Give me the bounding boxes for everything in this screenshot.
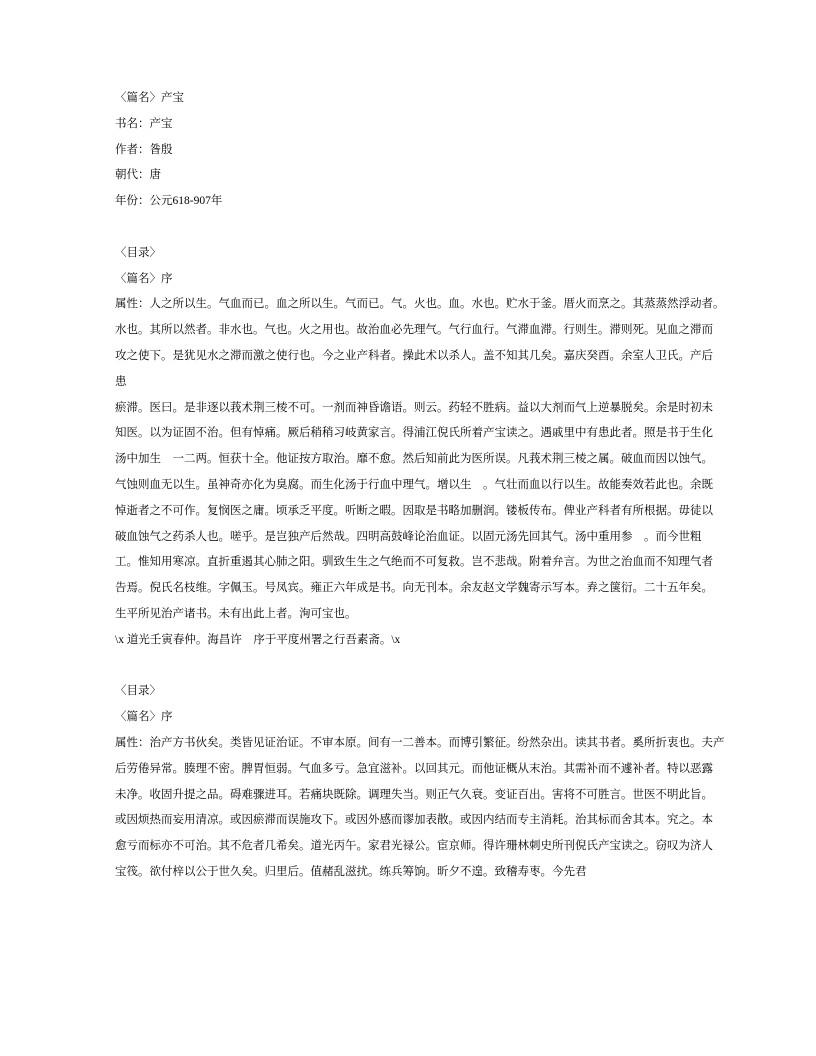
text-line: 〈篇名〉序 (115, 711, 173, 724)
text-line: 〈篇名〉序 (115, 272, 173, 285)
blank-line (115, 215, 780, 241)
text-line: 气蚀则血无以生。虽神奇亦化为臭腐。而生化汤于行血中理气。增以生 。气壮而血以行以生。故能奏效若此也。余既 (115, 478, 713, 491)
text-line: 破血蚀气之药杀人也。嗟乎。是岂独产后然哉。四明高鼓峰论治血证。以固元汤先回其气。汤中重用参 。而今世粗 (115, 530, 702, 543)
text-line: 作者：昝殷 (115, 143, 173, 156)
text-line: 水也。其所以然者。非水也。气也。火之用也。故治血必先理气。气行血行。气滞血滞。行则生。滞则死。见血之滞而 (115, 324, 713, 337)
text-line: 〈目录〉 (115, 246, 161, 259)
text-line: 未净。收固升提之品。碍难骤进耳。若痛块既除。调理失当。则正气久衰。变证百出。害将不可胜言。世医不明此旨。 (115, 788, 713, 801)
text-line: 宝筏。欲付梓以公于世久矣。归里后。值赭乱滋扰。练兵筹饷。昕夕不遑。致稽寿枣。今先君 (115, 865, 587, 878)
text-line: 属性：治产方书伙矣。类皆见证治证。不审本原。间有一二善本。而博引繁征。纷然杂出。读其书者。奚所折衷也。夫产 (115, 736, 725, 749)
text-line: 攻之使下。是犹见水之滞而激之使行也。今之业产科者。操此术以杀人。盖不知其几矣。嘉庆癸酉。余室人卫氏。产后 (115, 349, 713, 362)
text-line: 悼逝者之不可作。复悯医之庸。顷承乏平度。听断之暇。因取是书略加删润。镂板传布。俾业产科者有所根据。毋徒以 (115, 504, 713, 517)
document-text (115, 86, 780, 886)
text-line: 〈篇名〉产宝 (115, 92, 184, 104)
text-line: 书名：产宝 (115, 117, 173, 130)
text-line: 患 (115, 375, 127, 388)
text-line: 后劳倦异常。腠理不密。脾胃恒弱。气血多亏。急宜滋补。以回其元。而他证概从末治。其需补而不遽补者。特以恶露 (115, 762, 713, 775)
text-line: 属性：人之所以生。气血而已。血之所以生。气而已。气。火也。血。水也。贮水于釜。厝火而烹之。其蒸蒸然浮动者。 (115, 298, 725, 311)
blank-line (115, 654, 780, 680)
text-line: 告焉。倪氏名枝维。字佩玉。号凤宾。雍正六年成是书。向无刊本。余友赵文学魏寄示写本。弆之箧衍。二十五年矣。 (115, 582, 713, 595)
text-line: 或因烦热而妄用清凉。或因瘀滞而误施攻下。或因外感而谬加表散。或因内结而专主消耗。治其标而舍其本。究之。本 (115, 814, 713, 827)
text-line: 〈目录〉 (115, 685, 161, 698)
text-line: 知医。以为证固不治。但有悼痛。厥后稍稍习岐黄家言。得浦江倪氏所着产宝读之。遇戚里中有患此者。照是书于生化 (115, 427, 713, 440)
text-line: 愈亏而标亦不可治。其不危者几希矣。道光丙午。家君光禄公。宦京师。得许珊林刺史所刊倪氏产宝读之。窃叹为济人 (115, 840, 713, 853)
text-line: 汤中加生 一二两。恒获十全。他证按方取治。靡不愈。然后知前此为医所误。凡莪术荆三棱之属。破血而因以蚀气。 (115, 453, 713, 466)
text-line: 年份：公元618-907年 (115, 195, 223, 208)
text-line: 瘀滞。医曰。是非逐以莪术荆三棱不可。一剂而神昏谵语。则云。药轻不胜病。益以大剂而气上逆暴脱矣。余是时初未 (115, 401, 713, 414)
text-line: \x 道光壬寅春仲。海昌许 序于平度州署之行吾素斋。\x (115, 633, 401, 646)
text-line: 工。惟知用寒凉。直折重遏其心肺之阳。驯致生生之气绝而不可复救。岂不悲哉。附着弁言。为世之治血而不知理气者 (115, 556, 713, 569)
text-line: 生平所见治产诸书。未有出此上者。洵可宝也。 (115, 607, 357, 620)
text-line: 朝代：唐 (115, 169, 161, 182)
